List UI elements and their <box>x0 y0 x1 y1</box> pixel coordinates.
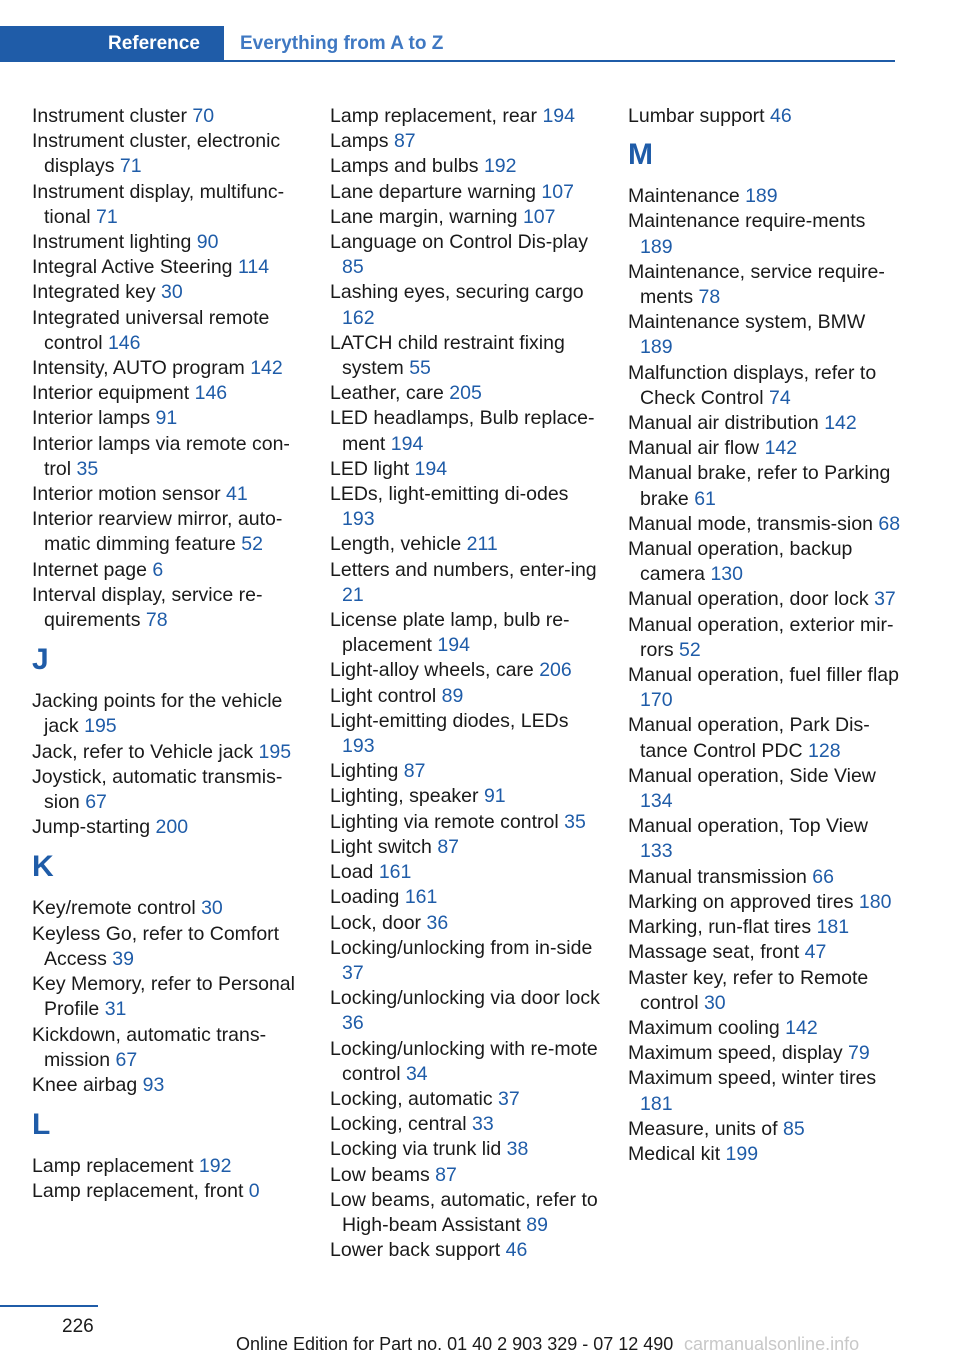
page-link[interactable]: 30 <box>201 897 223 920</box>
index-entry <box>628 461 903 511</box>
page-link[interactable]: 142 <box>785 1016 818 1039</box>
index-term: Maintenance, service require-ments <box>628 260 885 309</box>
index-entry <box>330 759 605 784</box>
index-letter-heading: J <box>32 643 49 677</box>
index-term: Jack, refer to Vehicle jack <box>32 740 259 763</box>
page-link[interactable]: 161 <box>404 886 438 909</box>
index-term: Instrument display, multifunc-tional <box>32 180 285 228</box>
page-header <box>0 26 895 62</box>
index-term: Letters and numbers, enter-ing <box>330 558 597 581</box>
index-entry <box>32 482 307 507</box>
index-entry <box>628 915 903 940</box>
index-entry <box>330 608 605 658</box>
index-column-3 <box>628 104 903 1167</box>
index-entry <box>628 713 903 763</box>
index-term: Interior equipment <box>32 382 195 405</box>
page-link[interactable]: 68 <box>878 512 901 535</box>
index-entry <box>628 184 903 209</box>
page-link[interactable]: 35 <box>564 810 586 833</box>
index-term: Manual transmission <box>628 865 813 888</box>
page-link[interactable]: 194 <box>390 432 424 455</box>
index-term: Light-emitting diodes, LEDs <box>330 709 569 732</box>
index-term: LEDs, light-emitting di-odes <box>330 483 569 506</box>
index-term: Maximum cooling <box>628 1016 786 1039</box>
index-term: Interior lamps via remote con-trol <box>32 432 290 480</box>
page-link[interactable]: 142 <box>250 357 283 380</box>
index-entry <box>330 936 605 986</box>
page-link[interactable]: 128 <box>808 739 841 762</box>
index-entry <box>32 815 307 840</box>
index-term: Master key, refer to Remote control <box>628 966 869 1014</box>
page-link[interactable]: 114 <box>237 256 270 279</box>
page-link[interactable]: 67 <box>115 1048 138 1071</box>
page-link[interactable]: 195 <box>258 740 292 763</box>
index-entry <box>628 940 903 965</box>
page-link[interactable]: 34 <box>405 1062 428 1085</box>
index-entry <box>330 1037 605 1087</box>
index-term: Interior lamps <box>32 407 156 430</box>
index-term: Manual mode, transmis-sion <box>628 512 879 535</box>
page-link[interactable]: 87 <box>435 1163 457 1186</box>
index-term: Lane margin, warning <box>330 205 523 228</box>
page-link[interactable]: 61 <box>694 487 716 510</box>
chapter-title: Everything from A to Z <box>240 33 444 54</box>
index-term: Instrument lighting <box>32 231 197 254</box>
page-link[interactable]: 194 <box>414 457 448 480</box>
index-entry <box>330 1112 605 1137</box>
page-link[interactable]: 90 <box>196 231 219 254</box>
index-term: Key Memory, refer to Personal Profile <box>32 973 295 1021</box>
index-entry <box>32 583 307 633</box>
page-link[interactable]: 46 <box>770 105 792 127</box>
index-entry <box>330 1238 605 1263</box>
index-term: Integrated key <box>32 281 161 304</box>
index-term: Integrated universal remote control <box>32 306 270 354</box>
page-link[interactable]: 35 <box>76 457 99 480</box>
page-link[interactable]: 189 <box>745 185 778 208</box>
index-term: Lashing eyes, securing cargo <box>330 281 584 304</box>
page-link[interactable]: 91 <box>155 407 178 430</box>
page-link[interactable]: 162 <box>342 306 375 329</box>
index-letter-heading: K <box>32 850 54 884</box>
index-term: Manual operation, Side View <box>628 764 876 787</box>
index-term: Language on Control Dis-play <box>330 231 588 254</box>
index-term: Malfunction displays, refer to Check Control <box>628 361 877 409</box>
index-entry <box>32 972 307 1022</box>
index-entry <box>330 129 605 154</box>
index-term: Marking on approved tires <box>628 890 859 913</box>
index-term: Interior rearview mirror, auto-matic dimming feature <box>32 508 283 556</box>
index-entry <box>32 896 307 921</box>
index-term: Manual operation, Park Dis-tance Control PDC <box>628 714 870 762</box>
index-entry <box>628 1041 903 1066</box>
page-link[interactable]: 133 <box>640 840 673 863</box>
page-link[interactable]: 211 <box>466 533 498 556</box>
index-entry <box>330 784 605 809</box>
index-term: Maintenance system, BMW <box>628 311 866 334</box>
index-entry <box>330 684 605 709</box>
index-entry <box>32 740 307 765</box>
page-link[interactable]: 194 <box>542 105 575 127</box>
section-tab <box>0 26 224 62</box>
index-term: Keyless Go, refer to Comfort Access <box>32 922 280 970</box>
index-term: Light switch <box>330 835 438 858</box>
index-entry <box>32 280 307 305</box>
index-term: Interval display, service re-quirements <box>32 583 263 632</box>
page-link[interactable]: 21 <box>342 583 364 606</box>
page-link[interactable]: 6 <box>152 558 164 581</box>
index-term: Locking/unlocking via door lock <box>330 987 600 1010</box>
page-link[interactable]: 55 <box>409 357 431 380</box>
page-link[interactable]: 74 <box>768 386 791 409</box>
index-entry <box>330 1163 605 1188</box>
page-link[interactable]: 78 <box>145 609 168 632</box>
index-entry <box>330 986 605 1036</box>
index-term: Manual brake, refer to Parking brake <box>628 462 891 510</box>
index-entry <box>330 381 605 406</box>
edition-text: Online Edition for Part no. 01 40 2 903 329 - 07 12 490 <box>236 1334 674 1354</box>
page-link[interactable]: 85 <box>783 1117 805 1140</box>
page-link[interactable]: 142 <box>764 437 798 460</box>
index-term: Locking, central <box>330 1113 472 1136</box>
index-entry <box>32 255 307 280</box>
index-letter-heading: L <box>32 1108 51 1142</box>
index-entry <box>330 154 605 179</box>
page-link[interactable]: 0 <box>248 1180 260 1203</box>
index-term: LATCH child restraint fixing system <box>330 331 565 380</box>
index-term: Low beams, automatic, refer to High-beam Assistant <box>330 1188 598 1236</box>
index-entry <box>628 1117 903 1142</box>
index-term: Locking/unlocking from in-side <box>330 936 593 959</box>
page-link[interactable]: 134 <box>640 790 673 813</box>
index-entry <box>330 810 605 835</box>
index-term: Maximum speed, display <box>628 1042 849 1065</box>
index-term: Kickdown, automatic trans-mission <box>32 1023 267 1071</box>
index-term: Maintenance require-ments <box>628 210 866 233</box>
index-entry <box>330 911 605 936</box>
index-term: Manual operation, fuel filler flap <box>628 664 899 687</box>
index-entry <box>330 1137 605 1162</box>
index-term: Manual air flow <box>628 437 765 460</box>
index-term: Lane departure warning <box>330 180 542 203</box>
index-entry <box>628 1142 903 1167</box>
index-term: Light-alloy wheels, care <box>330 659 540 682</box>
index-term: Joystick, automatic transmis-sion <box>32 765 283 814</box>
page-link[interactable]: 85 <box>342 256 364 279</box>
index-term: Knee airbag <box>32 1073 143 1096</box>
page-link[interactable]: 146 <box>107 331 141 354</box>
index-entry <box>628 587 903 612</box>
index-term: License plate lamp, bulb re-placement <box>330 609 570 657</box>
index-entry <box>628 411 903 436</box>
index-entry <box>330 658 605 683</box>
page-link[interactable]: 206 <box>539 659 572 682</box>
page-link[interactable]: 47 <box>804 941 827 964</box>
index-entry <box>32 432 307 482</box>
index-term: Manual operation, Top View <box>628 815 868 838</box>
index-entry <box>32 507 307 557</box>
index-term: Locking, automatic <box>330 1087 499 1110</box>
page-link[interactable]: 66 <box>812 865 834 888</box>
index-term: Jacking points for the vehicle jack <box>32 690 283 738</box>
index-entry <box>628 1066 903 1116</box>
page-link[interactable]: 87 <box>393 130 416 153</box>
page-link[interactable]: 194 <box>437 634 470 657</box>
index-term: Lamp replacement <box>32 1155 199 1178</box>
index-entry <box>330 104 605 129</box>
header-rule <box>224 60 895 62</box>
index-entry <box>330 558 605 608</box>
page-link[interactable]: 41 <box>226 483 248 506</box>
page-link[interactable]: 38 <box>506 1138 529 1161</box>
index-term: Medical kit <box>628 1142 726 1165</box>
index-entry <box>32 381 307 406</box>
page-link[interactable]: 78 <box>698 286 721 309</box>
index-entry <box>628 613 903 663</box>
index-entry <box>330 860 605 885</box>
page-link[interactable]: 36 <box>426 911 449 934</box>
page-link[interactable]: 107 <box>541 180 574 203</box>
index-entry <box>628 209 903 259</box>
index-column-2 <box>330 104 605 1263</box>
page-link[interactable]: 107 <box>522 205 556 228</box>
index-entry <box>32 230 307 255</box>
index-term: Lower back support <box>330 1239 506 1262</box>
index-entry <box>628 890 903 915</box>
index-term: Lamp replacement, rear <box>330 105 543 127</box>
index-term: Locking via trunk lid <box>330 1138 507 1161</box>
index-term: Intensity, AUTO program <box>32 357 251 380</box>
page-link[interactable]: 192 <box>483 155 517 178</box>
index-entry <box>330 230 605 280</box>
index-entry <box>330 482 605 532</box>
page-link[interactable]: 52 <box>241 533 263 556</box>
index-entry <box>330 457 605 482</box>
index-term: Low beams <box>330 1163 436 1186</box>
page-link[interactable]: 46 <box>505 1239 528 1262</box>
index-term: Light control <box>330 684 442 707</box>
page-link[interactable]: 37 <box>342 961 364 984</box>
index-entry <box>628 814 903 864</box>
page-link[interactable]: 193 <box>342 735 375 758</box>
index-term: Locking/unlocking with re-mote control <box>330 1037 598 1085</box>
page-number: 226 <box>62 1316 94 1337</box>
index-entry <box>330 205 605 230</box>
page-link[interactable]: 33 <box>472 1113 494 1136</box>
page-link[interactable]: 52 <box>679 638 701 661</box>
index-term: Lighting, speaker <box>330 785 484 808</box>
page-link[interactable]: 199 <box>725 1142 759 1165</box>
index-term: Leather, care <box>330 382 450 405</box>
index-entry <box>32 406 307 431</box>
index-term: Maximum speed, winter tires <box>628 1067 877 1090</box>
index-entry <box>32 180 307 230</box>
index-entry <box>628 436 903 461</box>
index-term: Manual operation, exterior mir-rors <box>628 613 894 661</box>
index-term: Manual operation, backup camera <box>628 538 853 586</box>
page-link[interactable]: 71 <box>96 205 118 228</box>
page-link[interactable]: 91 <box>483 785 506 808</box>
index-entry <box>330 280 605 330</box>
page-link[interactable]: 189 <box>640 235 673 258</box>
index-term: Instrument cluster <box>32 105 193 127</box>
index-entry <box>32 689 307 739</box>
index-term: LED light <box>330 457 415 480</box>
index-entry <box>32 558 307 583</box>
page-link[interactable]: 181 <box>640 1092 673 1115</box>
index-entry <box>32 1154 307 1179</box>
index-entry <box>628 361 903 411</box>
page-link[interactable]: 87 <box>403 760 426 783</box>
page-link[interactable]: 89 <box>526 1213 548 1236</box>
page-link[interactable]: 130 <box>710 563 743 586</box>
page-link[interactable]: 180 <box>858 890 892 913</box>
index-entry <box>628 663 903 713</box>
page-link[interactable]: 192 <box>198 1155 232 1178</box>
page-link[interactable]: 37 <box>874 588 896 611</box>
page-link[interactable]: 70 <box>192 105 215 127</box>
page-link[interactable]: 93 <box>142 1073 165 1096</box>
page-link[interactable]: 205 <box>449 382 482 405</box>
index-term: Lumbar support <box>628 105 770 127</box>
index-entry <box>32 356 307 381</box>
index-term: Lamp replacement, front <box>32 1180 249 1203</box>
index-entry <box>330 406 605 456</box>
index-entry <box>330 835 605 860</box>
index-entry <box>32 922 307 972</box>
index-letter-heading: M <box>628 138 653 172</box>
index-term: Load <box>330 861 379 884</box>
index-term: Massage seat, front <box>628 941 805 964</box>
index-entry <box>330 532 605 557</box>
page-link[interactable]: 79 <box>848 1042 870 1065</box>
index-entry <box>330 180 605 205</box>
page-link[interactable]: 37 <box>498 1087 520 1110</box>
page-link[interactable]: 195 <box>84 715 117 738</box>
page-link[interactable]: 200 <box>155 816 189 839</box>
index-term: LED headlamps, Bulb replace-ment <box>330 407 595 455</box>
index-entry <box>32 765 307 815</box>
index-entry <box>32 1073 307 1098</box>
page-link[interactable]: 30 <box>161 281 183 304</box>
page-link[interactable]: 87 <box>437 835 460 858</box>
index-entry <box>628 537 903 587</box>
index-entry <box>32 1023 307 1073</box>
index-entry <box>330 1087 605 1112</box>
index-entry <box>628 310 903 360</box>
page-link[interactable]: 39 <box>112 947 134 970</box>
index-term: Lamps <box>330 130 394 153</box>
index-entry <box>32 104 307 129</box>
page-link[interactable]: 146 <box>194 382 228 405</box>
page-link[interactable]: 193 <box>342 508 375 531</box>
page-link[interactable]: 67 <box>85 791 107 814</box>
index-entry <box>330 331 605 381</box>
index-term: Lighting via remote control <box>330 810 565 833</box>
index-entry <box>628 865 903 890</box>
index-term: Maintenance <box>628 185 746 208</box>
index-entry <box>628 104 903 129</box>
section-label: Reference <box>108 33 200 54</box>
page-link[interactable]: 170 <box>640 689 673 712</box>
index-term: Internet page <box>32 558 153 581</box>
watermark: carmanualsonline.info <box>684 1334 860 1354</box>
index-entry <box>330 885 605 910</box>
index-term: Lock, door <box>330 911 427 934</box>
index-term: Measure, units of <box>628 1117 783 1140</box>
page-link[interactable]: 36 <box>342 1012 364 1035</box>
page-link[interactable]: 71 <box>119 155 142 178</box>
page-link[interactable]: 161 <box>378 861 412 884</box>
page-link[interactable]: 31 <box>104 998 127 1021</box>
index-term: Marking, run-flat tires <box>628 916 817 939</box>
index-term: Lighting <box>330 760 404 783</box>
index-entry <box>628 512 903 537</box>
index-term: Manual air distribution <box>628 412 825 435</box>
index-term: Length, vehicle <box>330 533 467 556</box>
index-entry <box>628 260 903 310</box>
index-term: Lamps and bulbs <box>330 155 484 178</box>
index-term: Loading <box>330 886 405 909</box>
index-entry <box>32 1179 307 1204</box>
index-term: Integral Active Steering <box>32 256 238 279</box>
page-link[interactable]: 30 <box>703 991 726 1014</box>
index-term: Key/remote control <box>32 897 202 920</box>
page-link[interactable]: 142 <box>824 412 857 435</box>
index-entry <box>628 764 903 814</box>
index-term: Instrument cluster, electronic displays <box>32 130 281 178</box>
page-link[interactable]: 89 <box>441 684 464 707</box>
index-entry <box>628 1016 903 1041</box>
index-entry <box>330 709 605 759</box>
index-column-1 <box>32 104 307 1205</box>
index-term: Manual operation, door lock <box>628 588 875 611</box>
page-link[interactable]: 189 <box>640 336 673 359</box>
index-entry <box>32 129 307 179</box>
footer-rule <box>0 1305 98 1307</box>
index-term: Jump-starting <box>32 816 156 839</box>
page-link[interactable]: 181 <box>816 916 850 939</box>
index-entry <box>32 306 307 356</box>
index-entry <box>628 966 903 1016</box>
index-term: Interior motion sensor <box>32 483 227 506</box>
index-entry <box>330 1188 605 1238</box>
